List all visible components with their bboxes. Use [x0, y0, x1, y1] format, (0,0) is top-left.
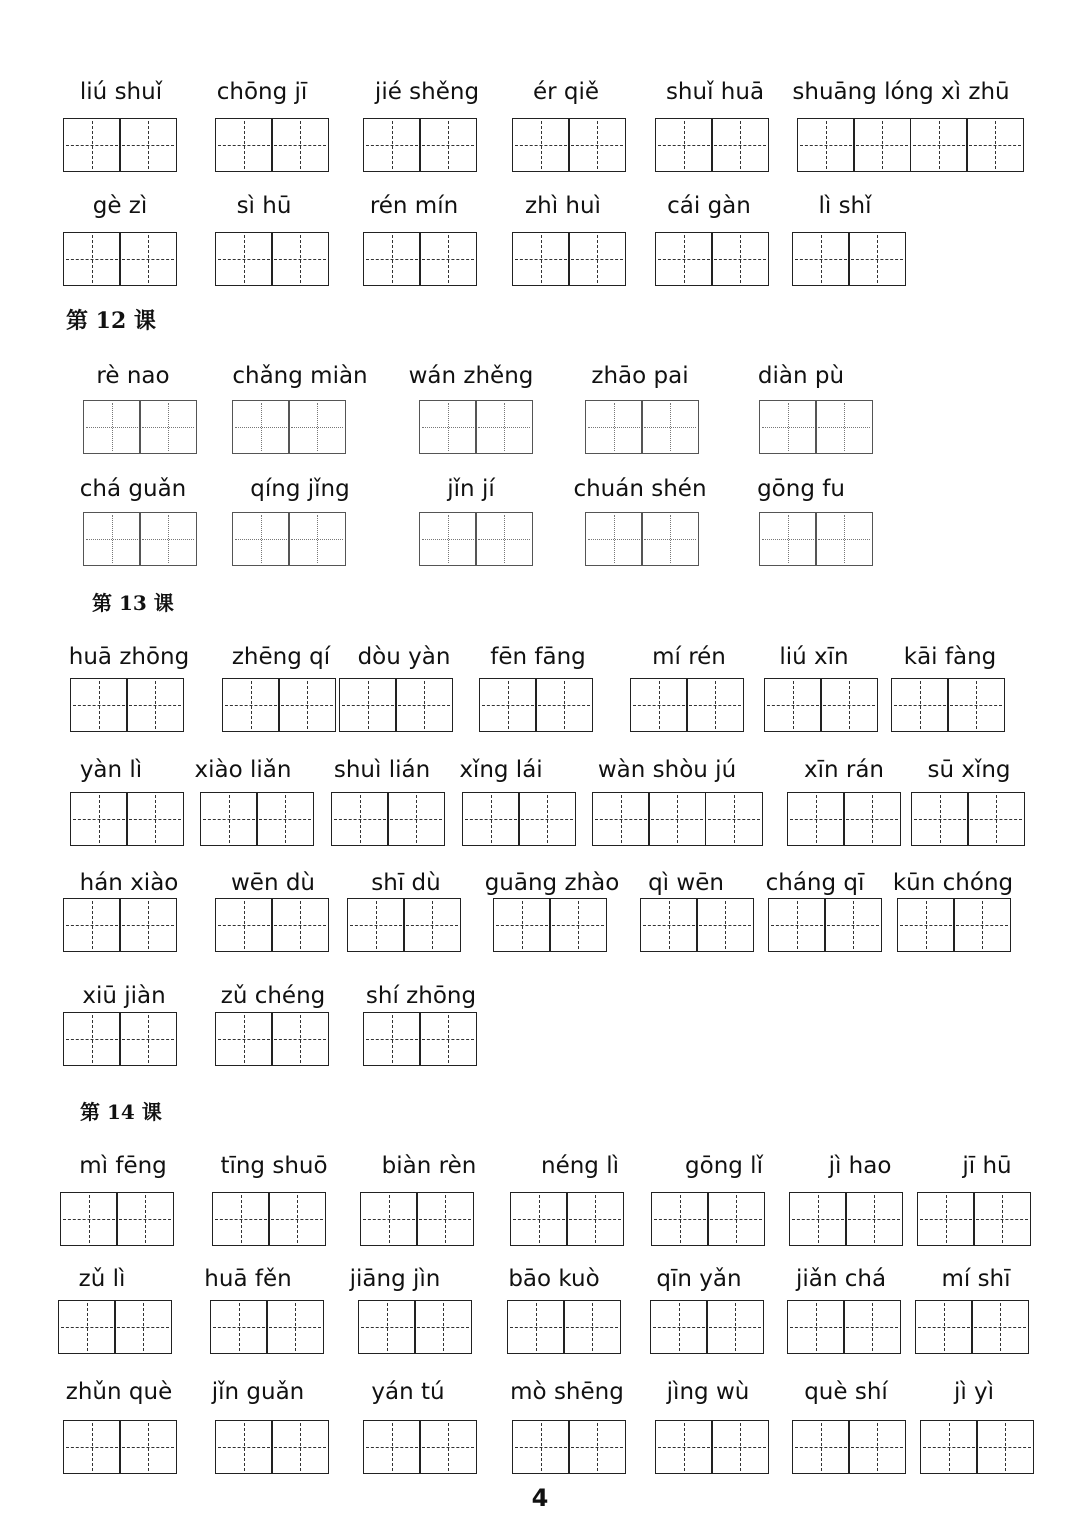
tian-grid-cell[interactable] — [222, 678, 280, 732]
tian-grid-cell[interactable] — [910, 118, 968, 172]
writing-grid[interactable] — [789, 1192, 903, 1246]
pinyin-label: jǐn guǎn — [211, 1379, 305, 1405]
writing-grid[interactable] — [215, 232, 329, 286]
tian-grid-cell[interactable] — [648, 792, 706, 846]
pinyin-label: xīn rán — [803, 757, 885, 783]
tian-grid-cell[interactable] — [848, 232, 906, 286]
tian-grid-cell[interactable] — [897, 898, 955, 952]
tian-grid-cell[interactable] — [655, 1420, 713, 1474]
tian-grid-cell[interactable] — [363, 1012, 421, 1066]
tian-grid-cell[interactable] — [278, 678, 336, 732]
pinyin-label: zhēng qí — [231, 644, 331, 670]
pinyin-label: biàn rèn — [381, 1153, 477, 1179]
tian-grid-cell[interactable] — [759, 400, 817, 454]
tian-grid-cell[interactable] — [510, 1192, 568, 1246]
tian-grid-cell[interactable] — [843, 792, 901, 846]
tian-grid-cell[interactable] — [592, 792, 650, 846]
tian-grid-cell[interactable] — [650, 1300, 708, 1354]
pinyin-label: shuì lián — [333, 757, 431, 783]
writing-grid[interactable] — [419, 400, 533, 454]
tian-grid-cell[interactable] — [215, 232, 273, 286]
writing-grid[interactable] — [215, 1012, 329, 1066]
tian-grid-cell[interactable] — [915, 1300, 973, 1354]
tian-grid-cell[interactable] — [568, 1420, 626, 1474]
pinyin-label: kūn chóng — [892, 870, 1014, 896]
tian-grid-cell[interactable] — [271, 1012, 329, 1066]
writing-grid[interactable] — [512, 232, 626, 286]
pinyin-label: néng lì — [541, 1153, 619, 1179]
tian-grid-cell[interactable] — [789, 1192, 847, 1246]
tian-grid-cell[interactable] — [83, 400, 141, 454]
tian-grid-cell[interactable] — [971, 1300, 1029, 1354]
pinyin-label: shuāng lóng xì zhū — [792, 79, 1010, 105]
pinyin-label: jì yì — [953, 1379, 995, 1405]
writing-grid[interactable] — [63, 118, 177, 172]
writing-grid[interactable] — [759, 400, 873, 454]
writing-grid[interactable] — [787, 792, 901, 846]
tian-grid-cell[interactable] — [462, 792, 520, 846]
pinyin-label: zǔ chéng — [220, 983, 326, 1009]
tian-grid-cell[interactable] — [549, 898, 607, 952]
tian-grid-cell[interactable] — [210, 1300, 268, 1354]
tian-grid-cell[interactable] — [414, 1300, 472, 1354]
pinyin-label: yán tú — [371, 1379, 445, 1405]
pinyin-label: rè nao — [96, 363, 170, 389]
tian-grid-cell[interactable] — [967, 792, 1025, 846]
writing-grid[interactable] — [655, 232, 769, 286]
tian-grid-cell[interactable] — [119, 118, 177, 172]
tian-grid-cell[interactable] — [787, 1300, 845, 1354]
tian-grid-cell[interactable] — [331, 792, 389, 846]
writing-grid[interactable] — [462, 792, 576, 846]
writing-grid[interactable] — [510, 1192, 624, 1246]
writing-grid[interactable] — [585, 400, 699, 454]
tian-grid-cell[interactable] — [845, 1192, 903, 1246]
tian-grid-cell[interactable] — [363, 232, 421, 286]
writing-grid[interactable] — [891, 678, 1005, 732]
pinyin-label: shuǐ huā — [665, 79, 765, 105]
pinyin-label: zhì huì — [525, 193, 601, 219]
tian-grid-cell[interactable] — [585, 400, 643, 454]
pinyin-label: sì hū — [236, 193, 292, 219]
pinyin-label: zǔ lì — [78, 1266, 126, 1292]
writing-grid[interactable] — [759, 512, 873, 566]
writing-grid[interactable] — [787, 1300, 901, 1354]
tian-grid-cell[interactable] — [119, 1012, 177, 1066]
tian-grid-cell[interactable] — [139, 400, 197, 454]
writing-grid[interactable] — [215, 1420, 329, 1474]
tian-grid-cell[interactable] — [212, 1192, 270, 1246]
tian-grid-cell[interactable] — [920, 1420, 978, 1474]
tian-grid-cell[interactable] — [475, 512, 533, 566]
writing-grid[interactable] — [339, 678, 453, 732]
writing-grid[interactable] — [479, 678, 593, 732]
pinyin-label: gōng lǐ — [685, 1153, 763, 1179]
pinyin-label: chǎng miàn — [232, 363, 368, 389]
writing-grid[interactable] — [507, 1300, 621, 1354]
lesson-12-header: 第 12 课 — [66, 308, 156, 334]
pinyin-label: ér qiě — [532, 79, 600, 105]
pinyin-label: liú xīn — [779, 644, 849, 670]
tian-grid-cell[interactable] — [512, 118, 570, 172]
writing-grid[interactable] — [911, 792, 1025, 846]
tian-grid-cell[interactable] — [711, 118, 769, 172]
writing-grid[interactable] — [920, 1420, 1034, 1474]
pinyin-label: rén mín — [369, 193, 459, 219]
tian-grid-cell[interactable] — [419, 1012, 477, 1066]
writing-grid[interactable] — [358, 1300, 472, 1354]
pinyin-label: cái gàn — [667, 193, 751, 219]
tian-grid-cell[interactable] — [119, 232, 177, 286]
tian-grid-cell[interactable] — [641, 512, 699, 566]
tian-grid-cell[interactable] — [268, 1192, 326, 1246]
pinyin-label: qīn yǎn — [656, 1266, 742, 1292]
tian-grid-cell[interactable] — [973, 1192, 1031, 1246]
writing-grid[interactable] — [360, 1192, 474, 1246]
writing-grid[interactable] — [58, 1300, 172, 1354]
pinyin-label: kāi fàng — [903, 644, 997, 670]
pinyin-label: wēn dù — [230, 870, 316, 896]
pinyin-label: què shí — [804, 1379, 888, 1405]
writing-grid[interactable] — [63, 232, 177, 286]
tian-grid-cell[interactable] — [787, 792, 845, 846]
tian-grid-cell[interactable] — [707, 1192, 765, 1246]
tian-grid-cell[interactable] — [630, 678, 688, 732]
writing-grid[interactable] — [512, 1420, 626, 1474]
tian-grid-cell[interactable] — [288, 512, 346, 566]
lesson-13-header: 第 13 课 — [92, 591, 174, 615]
tian-grid-cell[interactable] — [792, 232, 850, 286]
tian-grid-cell[interactable] — [518, 792, 576, 846]
writing-grid[interactable] — [640, 898, 754, 952]
tian-grid-cell[interactable] — [58, 1300, 116, 1354]
pinyin-label: huā fěn — [204, 1266, 292, 1292]
pinyin-label: mì fēng — [79, 1153, 167, 1179]
tian-grid-cell[interactable] — [215, 118, 273, 172]
tian-grid-cell[interactable] — [706, 1300, 764, 1354]
tian-grid-cell[interactable] — [395, 678, 453, 732]
writing-grid[interactable] — [512, 118, 626, 172]
writing-grid[interactable] — [83, 400, 197, 454]
tian-grid-cell[interactable] — [891, 678, 949, 732]
tian-grid-cell[interactable] — [419, 118, 477, 172]
tian-grid-cell[interactable] — [843, 1300, 901, 1354]
tian-grid-cell[interactable] — [535, 678, 593, 732]
writing-grid[interactable] — [222, 678, 336, 732]
writing-grid[interactable] — [63, 898, 177, 952]
pinyin-label: mí shī — [941, 1266, 1011, 1292]
writing-grid[interactable] — [212, 1192, 326, 1246]
tian-grid-cell[interactable] — [655, 232, 713, 286]
pinyin-label: zhāo pai — [591, 363, 689, 389]
writing-grid[interactable] — [493, 898, 607, 952]
writing-grid[interactable] — [200, 792, 314, 846]
tian-grid-cell[interactable] — [696, 898, 754, 952]
tian-grid-cell[interactable] — [686, 678, 744, 732]
tian-grid-cell[interactable] — [139, 512, 197, 566]
tian-grid-cell[interactable] — [815, 512, 873, 566]
writing-grid[interactable] — [215, 118, 329, 172]
tian-grid-cell[interactable] — [585, 512, 643, 566]
writing-grid[interactable] — [347, 898, 461, 952]
writing-grid[interactable] — [650, 1300, 764, 1354]
tian-grid-cell[interactable] — [126, 792, 184, 846]
tian-grid-cell[interactable] — [114, 1300, 172, 1354]
pinyin-label: diàn pù — [757, 363, 845, 389]
tian-grid-cell[interactable] — [479, 678, 537, 732]
pinyin-label: zhǔn què — [65, 1379, 173, 1405]
pinyin-label: tīng shuō — [220, 1153, 328, 1179]
pinyin-label: cháng qī — [765, 870, 865, 896]
writing-grid[interactable] — [363, 118, 477, 172]
writing-grid[interactable] — [797, 118, 1024, 172]
tian-grid-cell[interactable] — [360, 1192, 418, 1246]
tian-grid-cell[interactable] — [271, 1420, 329, 1474]
tian-grid-cell[interactable] — [215, 1420, 273, 1474]
pinyin-label: chōng jī — [216, 79, 308, 105]
tian-grid-cell[interactable] — [966, 118, 1024, 172]
tian-grid-cell[interactable] — [271, 232, 329, 286]
pinyin-label: liú shuǐ — [79, 79, 163, 105]
tian-grid-cell[interactable] — [824, 898, 882, 952]
writing-grid[interactable] — [768, 898, 882, 952]
tian-grid-cell[interactable] — [232, 512, 290, 566]
pinyin-label: xiū jiàn — [82, 983, 166, 1009]
tian-grid-cell[interactable] — [566, 1192, 624, 1246]
tian-grid-cell[interactable] — [70, 792, 128, 846]
writing-grid[interactable] — [917, 1192, 1031, 1246]
pinyin-label: jī hū — [962, 1153, 1012, 1179]
tian-grid-cell[interactable] — [493, 898, 551, 952]
tian-grid-cell[interactable] — [119, 898, 177, 952]
writing-grid[interactable] — [210, 1300, 324, 1354]
tian-grid-cell[interactable] — [403, 898, 461, 952]
writing-grid[interactable] — [363, 232, 477, 286]
tian-grid-cell[interactable] — [419, 512, 477, 566]
tian-grid-cell[interactable] — [820, 678, 878, 732]
tian-grid-cell[interactable] — [63, 1420, 121, 1474]
pinyin-label: qíng jǐng — [250, 476, 350, 502]
pinyin-label: wán zhěng — [408, 363, 534, 389]
pinyin-label: lì shǐ — [818, 193, 872, 219]
tian-grid-cell[interactable] — [512, 232, 570, 286]
tian-grid-cell[interactable] — [70, 678, 128, 732]
pinyin-label: guāng zhào — [484, 870, 620, 896]
writing-grid[interactable] — [363, 1420, 477, 1474]
tian-grid-cell[interactable] — [917, 1192, 975, 1246]
tian-grid-cell[interactable] — [83, 512, 141, 566]
pinyin-label: mò shēng — [510, 1379, 624, 1405]
writing-grid[interactable] — [70, 678, 184, 732]
tian-grid-cell[interactable] — [651, 1192, 709, 1246]
tian-grid-cell[interactable] — [63, 118, 121, 172]
writing-grid[interactable] — [70, 792, 184, 846]
tian-grid-cell[interactable] — [911, 792, 969, 846]
tian-grid-cell[interactable] — [256, 792, 314, 846]
tian-grid-cell[interactable] — [419, 232, 477, 286]
writing-grid[interactable] — [655, 1420, 769, 1474]
writing-grid[interactable] — [915, 1300, 1029, 1354]
tian-grid-cell[interactable] — [363, 1420, 421, 1474]
tian-grid-cell[interactable] — [200, 792, 258, 846]
tian-grid-cell[interactable] — [116, 1192, 174, 1246]
tian-grid-cell[interactable] — [764, 678, 822, 732]
pinyin-label: xǐng lái — [459, 757, 543, 783]
writing-grid[interactable] — [60, 1192, 174, 1246]
writing-grid[interactable] — [630, 678, 744, 732]
tian-grid-cell[interactable] — [347, 898, 405, 952]
tian-grid-cell[interactable] — [568, 118, 626, 172]
tian-grid-cell[interactable] — [419, 400, 477, 454]
tian-grid-cell[interactable] — [792, 1420, 850, 1474]
tian-grid-cell[interactable] — [387, 792, 445, 846]
tian-grid-cell[interactable] — [119, 1420, 177, 1474]
tian-grid-cell[interactable] — [848, 1420, 906, 1474]
writing-grid[interactable] — [419, 512, 533, 566]
tian-grid-cell[interactable] — [640, 898, 698, 952]
pinyin-label: hán xiào — [79, 870, 179, 896]
tian-grid-cell[interactable] — [976, 1420, 1034, 1474]
pinyin-label: chá guǎn — [79, 476, 187, 502]
tian-grid-cell[interactable] — [815, 400, 873, 454]
tian-grid-cell[interactable] — [358, 1300, 416, 1354]
page-number: 4 — [531, 1484, 549, 1512]
pinyin-label: huā zhōng — [68, 644, 190, 670]
tian-grid-cell[interactable] — [60, 1192, 118, 1246]
pinyin-label: yàn lì — [79, 757, 143, 783]
tian-grid-cell[interactable] — [641, 400, 699, 454]
pinyin-label: sū xǐng — [927, 757, 1011, 783]
writing-grid[interactable] — [331, 792, 445, 846]
tian-grid-cell[interactable] — [475, 400, 533, 454]
pinyin-label: jìng wù — [666, 1379, 750, 1405]
pinyin-label: jié shěng — [374, 79, 480, 105]
pinyin-label: shí zhōng — [365, 983, 477, 1009]
tian-grid-cell[interactable] — [63, 898, 121, 952]
pinyin-label: mí rén — [652, 644, 726, 670]
writing-grid[interactable] — [655, 118, 769, 172]
tian-grid-cell[interactable] — [507, 1300, 565, 1354]
tian-grid-cell[interactable] — [215, 1012, 273, 1066]
tian-grid-cell[interactable] — [711, 232, 769, 286]
tian-grid-cell[interactable] — [126, 678, 184, 732]
tian-grid-cell[interactable] — [266, 1300, 324, 1354]
tian-grid-cell[interactable] — [797, 118, 855, 172]
pinyin-label: qì wēn — [648, 870, 724, 896]
tian-grid-cell[interactable] — [947, 678, 1005, 732]
pinyin-label: wàn shòu jú — [597, 757, 737, 783]
lesson-14-header: 第 14 课 — [80, 1100, 162, 1124]
pinyin-label: gè zì — [92, 193, 148, 219]
writing-grid[interactable] — [592, 792, 763, 846]
tian-grid-cell[interactable] — [512, 1420, 570, 1474]
writing-grid[interactable] — [792, 1420, 906, 1474]
tian-grid-cell[interactable] — [215, 898, 273, 952]
tian-grid-cell[interactable] — [711, 1420, 769, 1474]
tian-grid-cell[interactable] — [416, 1192, 474, 1246]
pinyin-label: bāo kuò — [508, 1266, 600, 1292]
writing-grid[interactable] — [792, 232, 906, 286]
tian-grid-cell[interactable] — [339, 678, 397, 732]
writing-grid[interactable] — [651, 1192, 765, 1246]
tian-grid-cell[interactable] — [768, 898, 826, 952]
tian-grid-cell[interactable] — [63, 1012, 121, 1066]
pinyin-label: xiào liǎn — [194, 757, 292, 783]
tian-grid-cell[interactable] — [232, 400, 290, 454]
tian-grid-cell[interactable] — [655, 118, 713, 172]
pinyin-label: jiāng jìn — [349, 1266, 441, 1292]
tian-grid-cell[interactable] — [271, 898, 329, 952]
pinyin-label: chuán shén — [573, 476, 707, 502]
tian-grid-cell[interactable] — [563, 1300, 621, 1354]
pinyin-label: jǐn jí — [447, 476, 495, 502]
tian-grid-cell[interactable] — [419, 1420, 477, 1474]
writing-grid[interactable] — [83, 512, 197, 566]
writing-grid[interactable] — [585, 512, 699, 566]
pinyin-label: gōng fu — [757, 476, 845, 502]
tian-grid-cell[interactable] — [63, 232, 121, 286]
tian-grid-cell[interactable] — [705, 792, 763, 846]
tian-grid-cell[interactable] — [953, 898, 1011, 952]
tian-grid-cell[interactable] — [759, 512, 817, 566]
pinyin-label: jì hao — [828, 1153, 892, 1179]
writing-grid[interactable] — [897, 898, 1011, 952]
tian-grid-cell[interactable] — [568, 232, 626, 286]
writing-grid[interactable] — [63, 1420, 177, 1474]
writing-grid[interactable] — [363, 1012, 477, 1066]
tian-grid-cell[interactable] — [288, 400, 346, 454]
tian-grid-cell[interactable] — [363, 118, 421, 172]
writing-grid[interactable] — [215, 898, 329, 952]
writing-grid[interactable] — [764, 678, 878, 732]
pinyin-label: jiǎn chá — [795, 1266, 887, 1292]
writing-grid[interactable] — [232, 400, 346, 454]
tian-grid-cell[interactable] — [853, 118, 911, 172]
pinyin-label: dòu yàn — [357, 644, 451, 670]
writing-grid[interactable] — [63, 1012, 177, 1066]
pinyin-label: shī dù — [371, 870, 441, 896]
writing-grid[interactable] — [232, 512, 346, 566]
tian-grid-cell[interactable] — [271, 118, 329, 172]
pinyin-label: fēn fāng — [490, 644, 586, 670]
